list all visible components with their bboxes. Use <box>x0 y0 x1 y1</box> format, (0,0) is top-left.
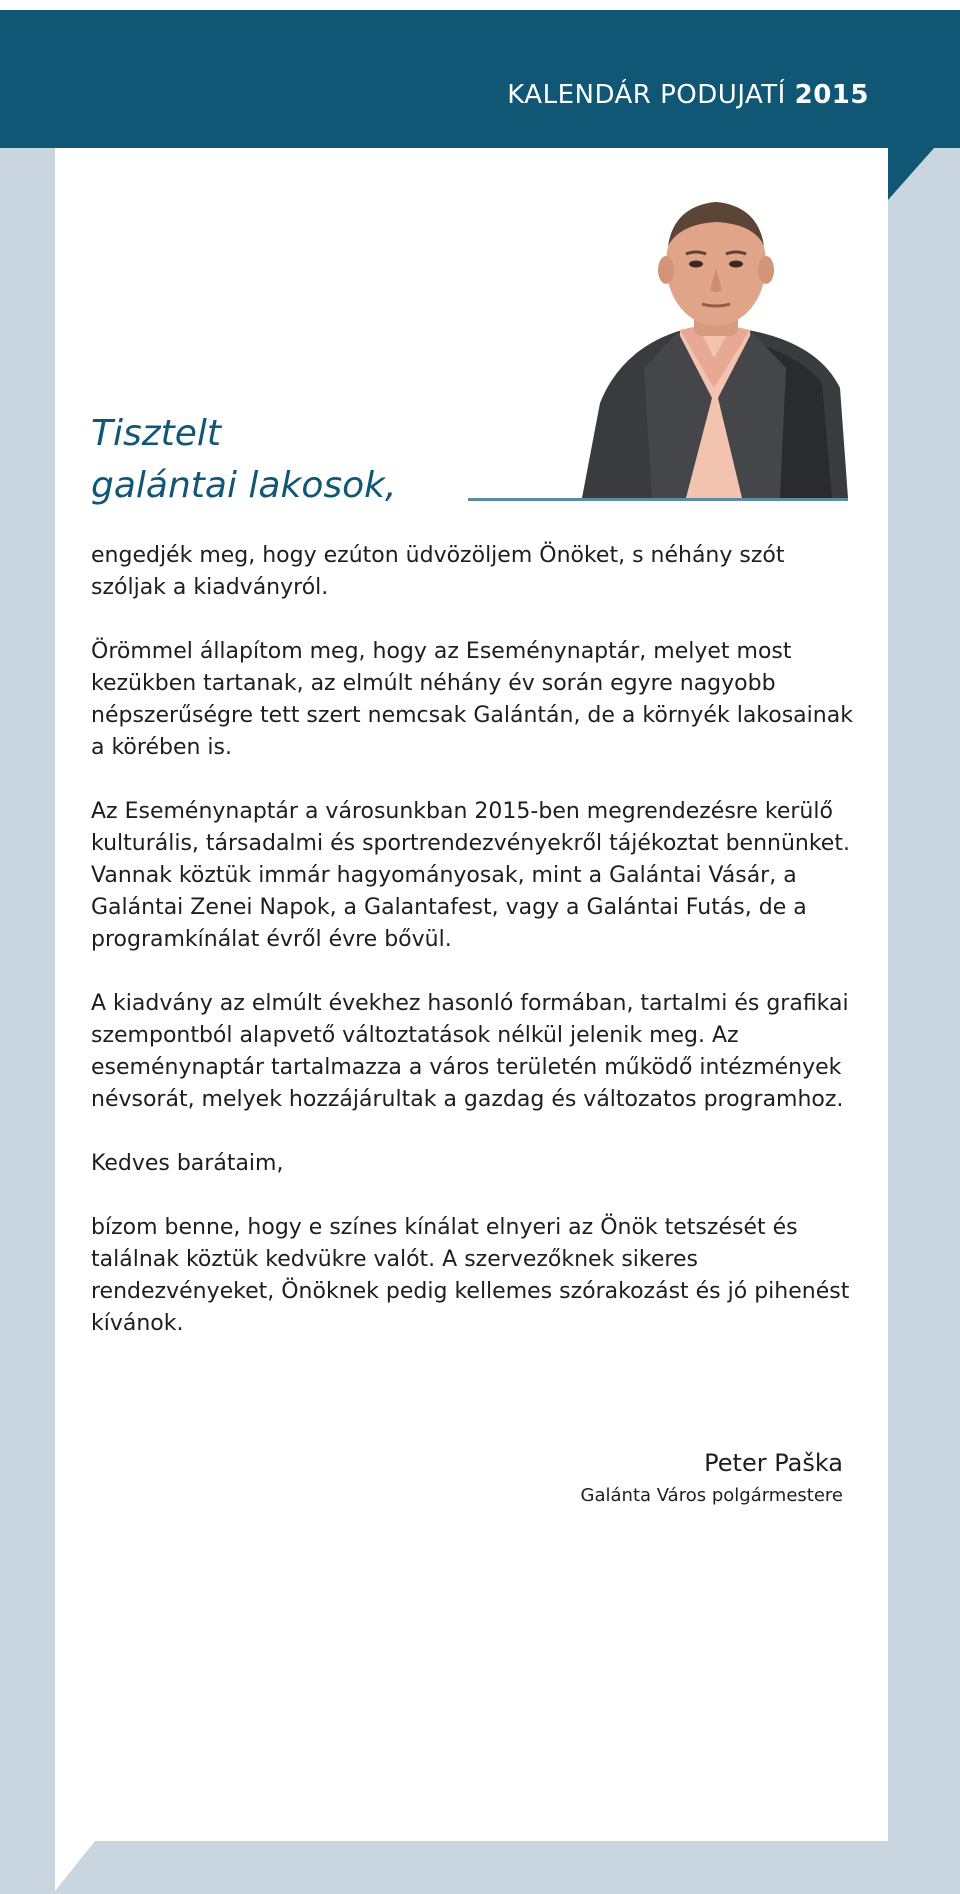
ear-right <box>758 256 774 284</box>
paragraph-2: Örömmel állapítom meg, hogy az Eseménynaptár, melyet most kezükben tartanak, az elmúlt néhány év során egyre nagyobb népszerűségre tett szert nemcsak Galántán, de a környék lakosainak a körében is. <box>91 639 853 760</box>
greeting-line-1: Tisztelt <box>91 413 222 454</box>
page-corner-fold-bottom <box>55 1841 95 1891</box>
paragraph-6: bízom benne, hogy e színes kínálat elnyeri az Önök tetszését és találnak köztük kedvükre valót. A szervezőknek sikeres rendezvényeket, Önöknek pedig kellemes szórakozást és jó pihenést kívánok. <box>91 1215 850 1336</box>
eye-right <box>729 261 743 268</box>
letter-body <box>91 540 861 1372</box>
header-title <box>507 80 869 110</box>
ear-left <box>658 256 674 284</box>
page-corner-fold-top <box>888 148 934 200</box>
greeting-line-2: galántai lakosok, <box>91 465 397 506</box>
header-title-text: KALENDÁR PODUJATÍ <box>507 80 786 110</box>
mayor-portrait <box>582 198 848 498</box>
paragraph-5: Kedves barátaim, <box>91 1151 284 1176</box>
greeting <box>91 408 396 512</box>
signature-block <box>581 1446 843 1510</box>
paragraph-3: Az Eseménynaptár a városunkban 2015-ben megrendezésre kerülő kulturális, társadalmi és sportrendezvényekről tájékoztat bennünket. Vannak köztük immár hagyományosak, mint a Galántai Vásár, a Galántai Zenei Napok, a Galantafest, vagy a Galántai Futás, de a programkínálat évről évre bővül. <box>91 799 850 952</box>
paragraph-1: engedjék meg, hogy ezúton üdvözöljem Önöket, s néhány szót szóljak a kiadványról. <box>91 543 785 600</box>
signature-role: Galánta Város polgármestere <box>580 1485 843 1506</box>
signature-name: Peter Paška <box>704 1449 843 1477</box>
eye-left <box>689 261 703 268</box>
portrait-underline <box>468 498 848 501</box>
header-band <box>0 10 960 148</box>
header-year: 2015 <box>794 80 869 110</box>
paragraph-4: A kiadvány az elmúlt évekhez hasonló formában, tartalmi és grafikai szempontból alapvető változtatások nélkül jelenik meg. Az eseménynaptár tartalmazza a város területén működő intézmények névsorát, melyek hozzájárultak a gazdag és változatos programhoz. <box>91 991 849 1112</box>
